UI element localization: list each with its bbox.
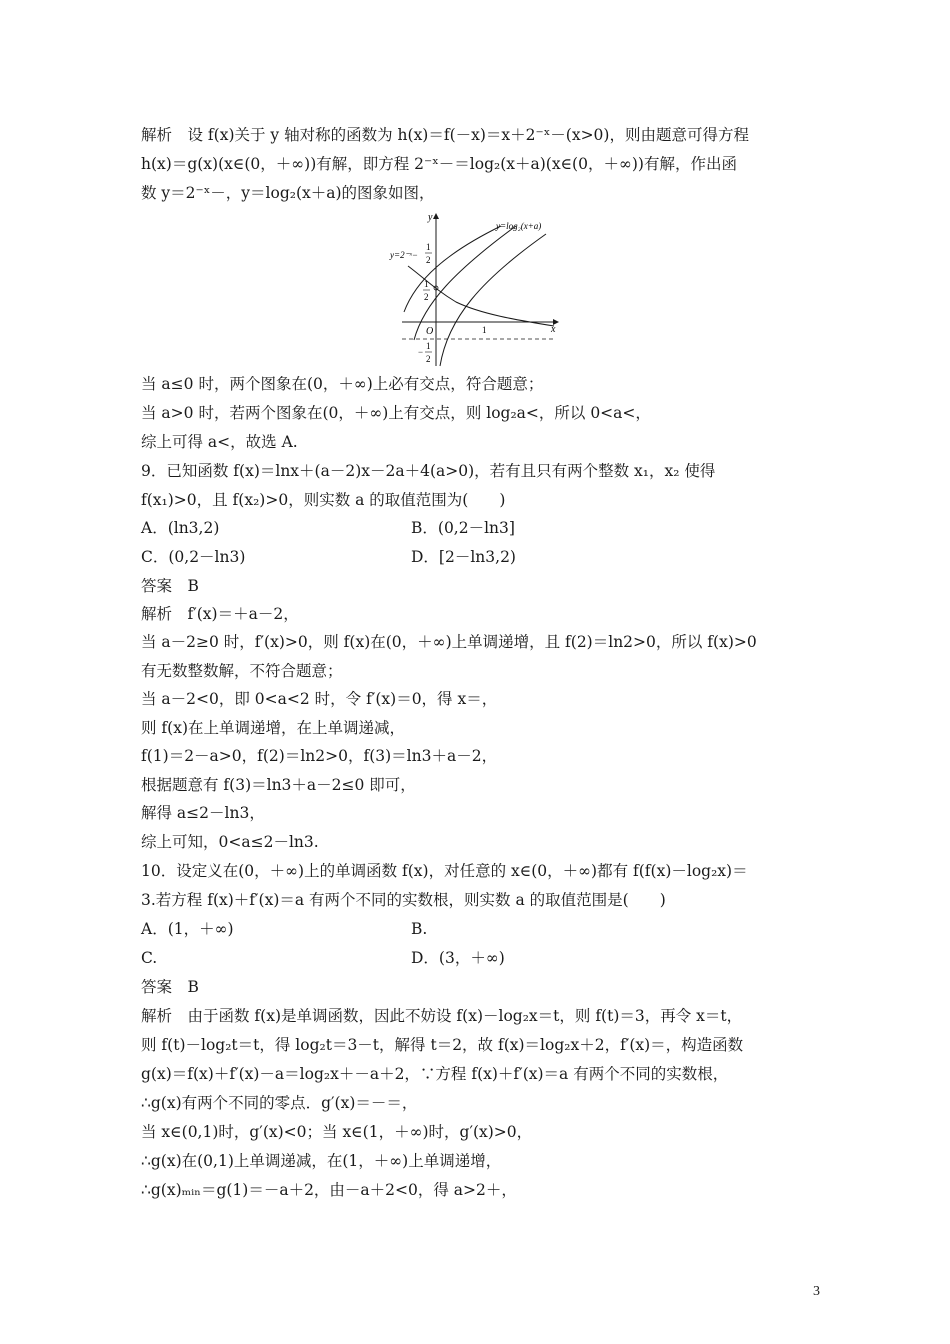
question-9-stem: 9．已知函数 f(x)＝lnx＋(a－2)x－2a＋4(a>0)，若有且只有两个整数 x₁，x₂ 使得 <box>141 462 716 480</box>
text-line: 当 a>0 时，若两个图象在(0，＋∞)上有交点，则 log₂a<，所以 0<a<， <box>141 404 651 422</box>
text-line: 当 a≤0 时，两个图象在(0，＋∞)上必有交点，符合题意； <box>141 375 544 393</box>
text-line: 解析 f′(x)＝＋a－2， <box>141 605 299 623</box>
text-line: 数 y＝2⁻ˣ－，y＝log₂(x＋a)的图象如图， <box>141 184 435 202</box>
text-line: h(x)＝g(x)(x∈(0，＋∞))有解，即方程 2⁻ˣ－＝log₂(x＋a)(x∈(0，＋∞))有解，作出函 <box>141 155 737 173</box>
q10-option-a: A．(1，＋∞) <box>141 920 234 938</box>
question-9-stem: f(x₁)>0，且 f(x₂)>0，则实数 a 的取值范围为( ) <box>141 491 506 509</box>
x-axis-label: x <box>551 324 556 335</box>
tick-one-label: 1 <box>482 325 487 335</box>
page-number: 3 <box>813 1284 820 1299</box>
text-line: f(1)＝2－a>0，f(2)＝ln2>0，f(3)＝ln3＋a－2， <box>141 747 498 765</box>
text-line: 综上可知，0<a≤2－ln3. <box>141 833 319 851</box>
text-line: g(x)＝f(x)＋f′(x)－a＝log₂x＋－a＋2，∵方程 f(x)＋f′(x)＝a 有两个不同的实数根， <box>141 1065 729 1083</box>
text-line: ∴g(x)有两个不同的零点．g′(x)＝－＝， <box>141 1094 418 1112</box>
question-10-stem: 10．设定义在(0，＋∞)上的单调函数 f(x)，对任意的 x∈(0，＋∞)都有 f(f(x)－log₂x)＝ <box>141 862 748 880</box>
y-axis-label: y <box>428 212 433 223</box>
function-graph <box>386 208 566 368</box>
curve-label-log: y=log₂(x+a) <box>496 221 542 231</box>
text-line: ∴g(x)在(0,1)上单调递减，在(1，＋∞)上单调递增， <box>141 1152 502 1170</box>
text-line: 当 x∈(0,1)时，g′(x)<0；当 x∈(1，＋∞)时，g′(x)>0， <box>141 1123 533 1141</box>
text-line: 解析 由于函数 f(x)是单调函数，因此不妨设 f(x)－log₂x＝t，则 f(t)＝3，再令 x＝t， <box>141 1007 743 1025</box>
text-line: 则 f(t)－log₂t＝t，得 log₂t＝3－t，解得 t＝2，故 f(x)＝log₂x＋2，f′(x)＝，构造函数 <box>141 1036 744 1054</box>
q9-option-a: A．(ln3,2) <box>141 519 220 537</box>
text-line: 根据题意有 f(3)＝ln3＋a－2≤0 即可， <box>141 776 416 794</box>
y-neg-half-den: 2 <box>426 354 431 364</box>
origin-label: O <box>426 326 434 337</box>
q10-option-d: D．(3，＋∞) <box>411 949 505 967</box>
log-curve-right <box>440 234 546 366</box>
y-half-den: 2 <box>424 292 429 302</box>
text-line: 解得 a≤2－ln3， <box>141 804 265 822</box>
q10-option-b: B. <box>411 920 428 938</box>
y-half-num: 1 <box>424 279 429 289</box>
q9-answer: 答案 B <box>141 577 199 595</box>
y-neg-half-num: 1 <box>426 341 431 351</box>
y-neg-half-sign: − <box>418 347 424 357</box>
q9-option-d: D．[2－ln3,2) <box>411 548 516 566</box>
curve-label-exp-frac-den: 2 <box>426 255 431 265</box>
text-line: 当 a－2≥0 时，f′(x)>0，则 f(x)在(0，＋∞)上单调递增，且 f(2)＝ln2>0，所以 f(x)>0 <box>141 633 757 651</box>
question-10-stem: 3.若方程 f(x)＋f′(x)＝a 有两个不同的实数根，则实数 a 的取值范围是( ) <box>141 891 666 909</box>
text-line: 当 a－2<0，即 0<a<2 时，令 f′(x)＝0，得 x＝， <box>141 690 498 708</box>
text-line: 解析 设 f(x)关于 y 轴对称的函数为 h(x)＝f(－x)＝x＋2⁻ˣ－(x>0)，则由题意可得方程 <box>141 126 749 144</box>
q10-option-c: C. <box>141 949 158 967</box>
curve-label-exp: y=2⁻ˣ− <box>390 250 418 260</box>
exp-curve <box>408 266 554 326</box>
text-line: ∴g(x)ₘᵢₙ＝g(1)＝－a＋2，由－a＋2<0，得 a>2＋， <box>141 1181 517 1199</box>
text-line: 有无数整数解，不符合题意； <box>141 662 343 680</box>
text-line: 则 f(x)在上单调递增，在上单调递减， <box>141 719 406 737</box>
text-line: 综上可得 a<，故选 A. <box>141 433 298 451</box>
q9-option-b: B．(0,2－ln3] <box>411 519 515 537</box>
q10-answer: 答案 B <box>141 978 199 996</box>
q9-option-c: C．(0,2－ln3) <box>141 548 246 566</box>
curve-label-exp-frac-num: 1 <box>426 242 431 252</box>
log-curve-shifted <box>404 226 501 312</box>
